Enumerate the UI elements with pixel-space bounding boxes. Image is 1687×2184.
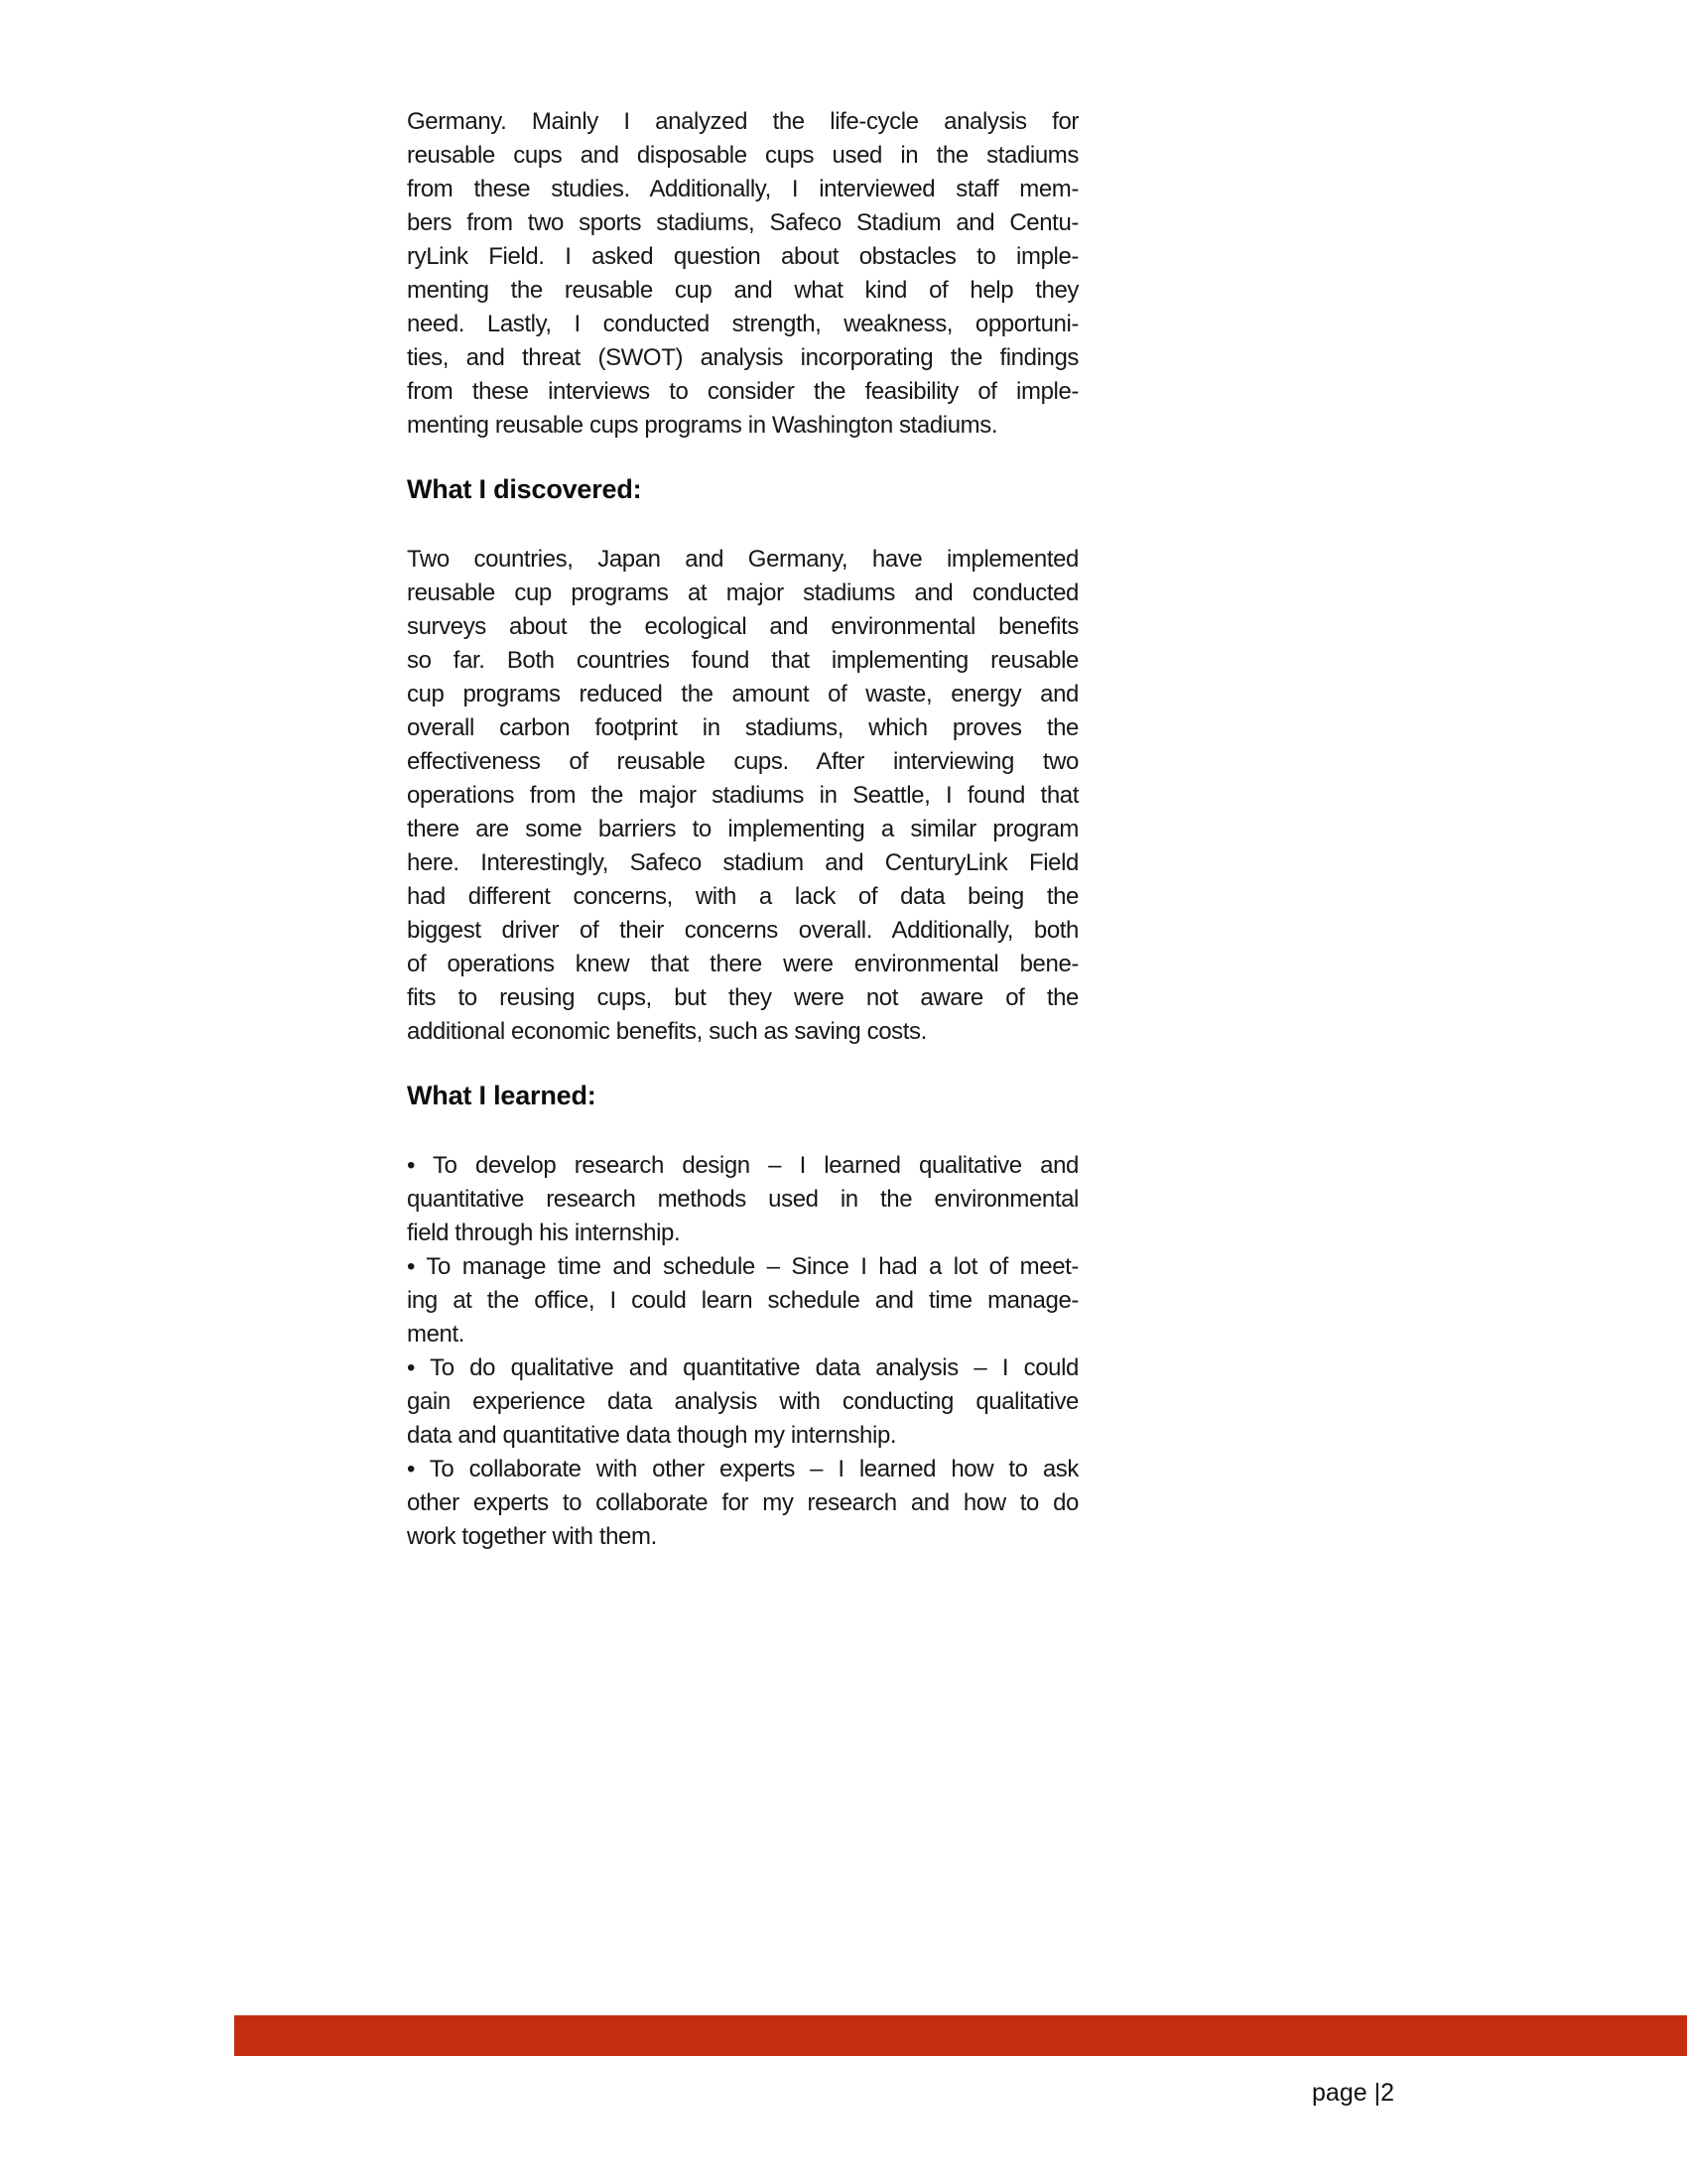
text-line: menting reusable cups programs in Washington stadiums. <box>407 412 998 439</box>
report-body <box>407 105 1079 1554</box>
paragraph-discovered <box>407 543 1079 1049</box>
text-line: from these studies. Additionally, I interviewed staff mem- <box>407 176 1079 202</box>
text-line: field through his internship. <box>407 1220 681 1246</box>
text-line: ties, and threat (SWOT) analysis incorporating the findings <box>407 344 1079 371</box>
text-line: fits to reusing cups, but they were not aware of the <box>407 984 1079 1011</box>
bullet-item-time-management <box>407 1250 1079 1351</box>
bullet-item-data-analysis <box>407 1351 1079 1453</box>
paragraph-methods <box>407 105 1079 443</box>
footer-divider-bar <box>234 2015 1687 2056</box>
text-line: reusable cup programs at major stadiums and conducted <box>407 579 1079 606</box>
text-line: effectiveness of reusable cups. After interviewing two <box>407 748 1079 775</box>
text-line: bers from two sports stadiums, Safeco Stadium and Centu- <box>407 209 1079 236</box>
text-line: reusable cups and disposable cups used in the stadiums <box>407 142 1079 169</box>
heading-what-i-discovered: What I discovered: <box>407 474 642 504</box>
text-line: ment. <box>407 1321 465 1348</box>
text-line: work together with them. <box>407 1523 657 1550</box>
text-line: of operations knew that there were environmental bene- <box>407 951 1079 977</box>
text-line: • To collaborate with other experts – I learned how to ask <box>407 1456 1079 1482</box>
text-line: had different concerns, with a lack of data being the <box>407 883 1079 910</box>
text-line: here. Interestingly, Safeco stadium and CenturyLink Field <box>407 849 1079 876</box>
text-line: surveys about the ecological and environmental benefits <box>407 613 1079 640</box>
text-line: from these interviews to consider the feasibility of imple- <box>407 378 1079 405</box>
text-line: Germany. Mainly I analyzed the life-cycle analysis for <box>407 108 1079 135</box>
text-line: so far. Both countries found that implementing reusable <box>407 647 1079 674</box>
text-line: need. Lastly, I conducted strength, weakness, opportuni- <box>407 311 1079 337</box>
text-line: ryLink Field. I asked question about obstacles to imple- <box>407 243 1079 270</box>
heading-what-i-learned: What I learned: <box>407 1081 596 1110</box>
bullet-list-learned <box>407 1149 1079 1554</box>
text-line: • To do qualitative and quantitative data analysis – I could <box>407 1354 1079 1381</box>
text-line: there are some barriers to implementing a similar program <box>407 816 1079 842</box>
text-line: additional economic benefits, such as saving costs. <box>407 1018 927 1045</box>
text-line: menting the reusable cup and what kind of help they <box>407 277 1079 304</box>
text-line: • To manage time and schedule – Since I had a lot of meet- <box>407 1253 1079 1280</box>
text-line: operations from the major stadiums in Seattle, I found that <box>407 782 1079 809</box>
bullet-item-research-design <box>407 1149 1079 1250</box>
text-line: Two countries, Japan and Germany, have implemented <box>407 546 1079 573</box>
text-line: gain experience data analysis with conducting qualitative <box>407 1388 1079 1415</box>
text-line: cup programs reduced the amount of waste, energy and <box>407 681 1079 707</box>
bullet-item-collaboration <box>407 1453 1079 1554</box>
text-line: biggest driver of their concerns overall. Additionally, both <box>407 917 1079 944</box>
text-line: other experts to collaborate for my research and how to do <box>407 1489 1079 1516</box>
text-line: data and quantitative data though my internship. <box>407 1422 897 1449</box>
text-line: quantitative research methods used in the environmental <box>407 1186 1079 1213</box>
page-number: page |2 <box>1312 2079 1394 2107</box>
text-line: ing at the office, I could learn schedule and time manage- <box>407 1287 1079 1314</box>
text-line: • To develop research design – I learned qualitative and <box>407 1152 1079 1179</box>
text-line: overall carbon footprint in stadiums, which proves the <box>407 714 1079 741</box>
